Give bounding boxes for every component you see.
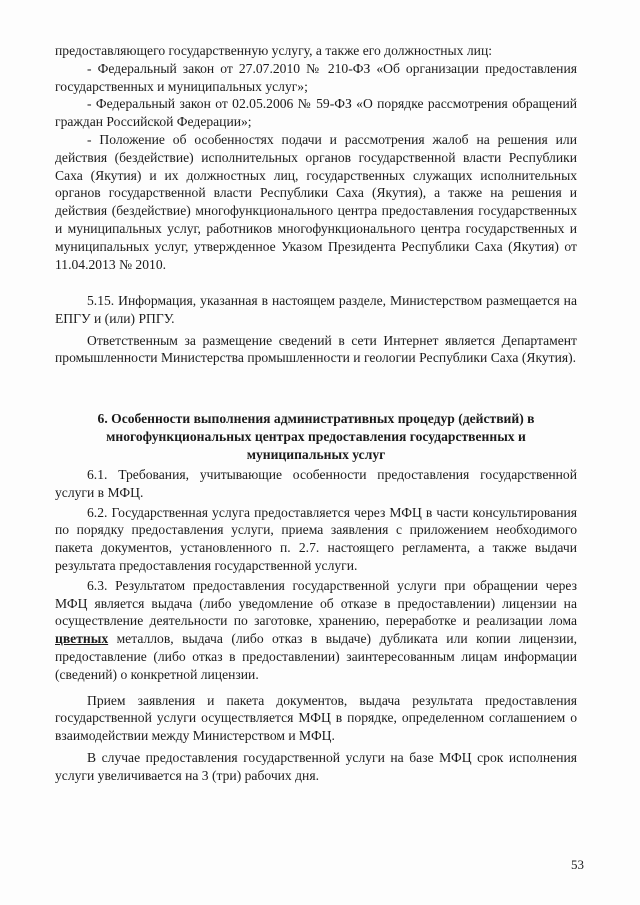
paragraph-5-15-block [55, 292, 577, 367]
paragraph-6-3-text-before: 6.3. Результатом предоставления государственной услуги при обращении через МФЦ является выдача (либо уведомление об отказе в предоставлении) лицензии на осуществление деятельности по заготовке, хранению, переработке и реализации лома [55, 577, 577, 629]
paragraph-6-2: 6.2. Государственная услуга предоставляется через МФЦ в части консультирования по порядку предоставления услуги, приема заявления с приложением необходимого пакета документов, установленного п. 2.7. настоящего регламента, а также выдачи результата предоставления государственной услуги. [55, 504, 577, 573]
paragraph-6-3 [55, 577, 577, 684]
paragraph-6-1: 6.1. Требования, учитывающие особенности предоставления государственной услуги в МФЦ. [55, 467, 577, 500]
page-number: 53 [571, 857, 584, 872]
paragraph-5-15: 5.15. Информация, указанная в настоящем разделе, Министерством размещается на ЕПГУ и (или) РПГУ. [55, 293, 577, 326]
emphasized-word: цветных [55, 631, 109, 647]
section-5-14-list [55, 42, 577, 273]
list-item-polozhenie: - Положение об особенностях подачи и рассмотрения жалоб на решения или действия (бездействие) исполнительных органов государственной власти Республики Саха (Якутия) и их должностных лиц, государственных служащих исполнительных органов государственной власти Республики Саха (Якутия), а также на решения и действия (бездействие) многофункционального центра предоставления государственных и муниципальных услуг, работников многофункционального центра государственных и муниципальных услуг, утвержденное Указом Президента Республики Саха (Якутия) от 11.04.2013 № 2010. [55, 131, 577, 272]
section-6-heading: 6. Особенности выполнения административных процедур (действий) в многофункциональных центрах предоставления государственных и муниципальных услуг [97, 411, 535, 462]
paragraph-priem: Прием заявления и пакета документов, выдача результата предоставления государственной услуги осуществляется МФЦ в порядке, определенном соглашением о взаимодействии между Министерством и МФЦ. [55, 692, 577, 744]
paragraph-responsible: Ответственным за размещение сведений в сети Интернет является Департамент промышленности Министерства промышленности и геологии Республики Саха (Якутия). [55, 332, 577, 366]
text-line: предоставляющего государственную услугу, а также его должностных лиц: [55, 43, 492, 58]
list-item-59-fz: - Федеральный закон от 02.05.2006 № 59-ФЗ «О порядке рассмотрения обращений граждан Российской Федерации»; [55, 96, 577, 130]
paragraph-srok: В случае предоставления государственной услуги на базе МФЦ срок исполнения услуги увеличивается на 3 (три) рабочих дня. [55, 749, 577, 783]
paragraph-6-3-text-after: металлов, выдача (либо отказ в выдаче) дубликата или копии лицензии, предоставление (либо отказ в предоставлении) заинтересованным лицам информации (сведений) о конкретной лицензии. [55, 631, 577, 682]
list-item-210-fz: - Федеральный закон от 27.07.2010 № 210-ФЗ «Об организации предоставления государственных и муниципальных услуг»; [55, 60, 577, 94]
section-6-body [55, 466, 577, 785]
